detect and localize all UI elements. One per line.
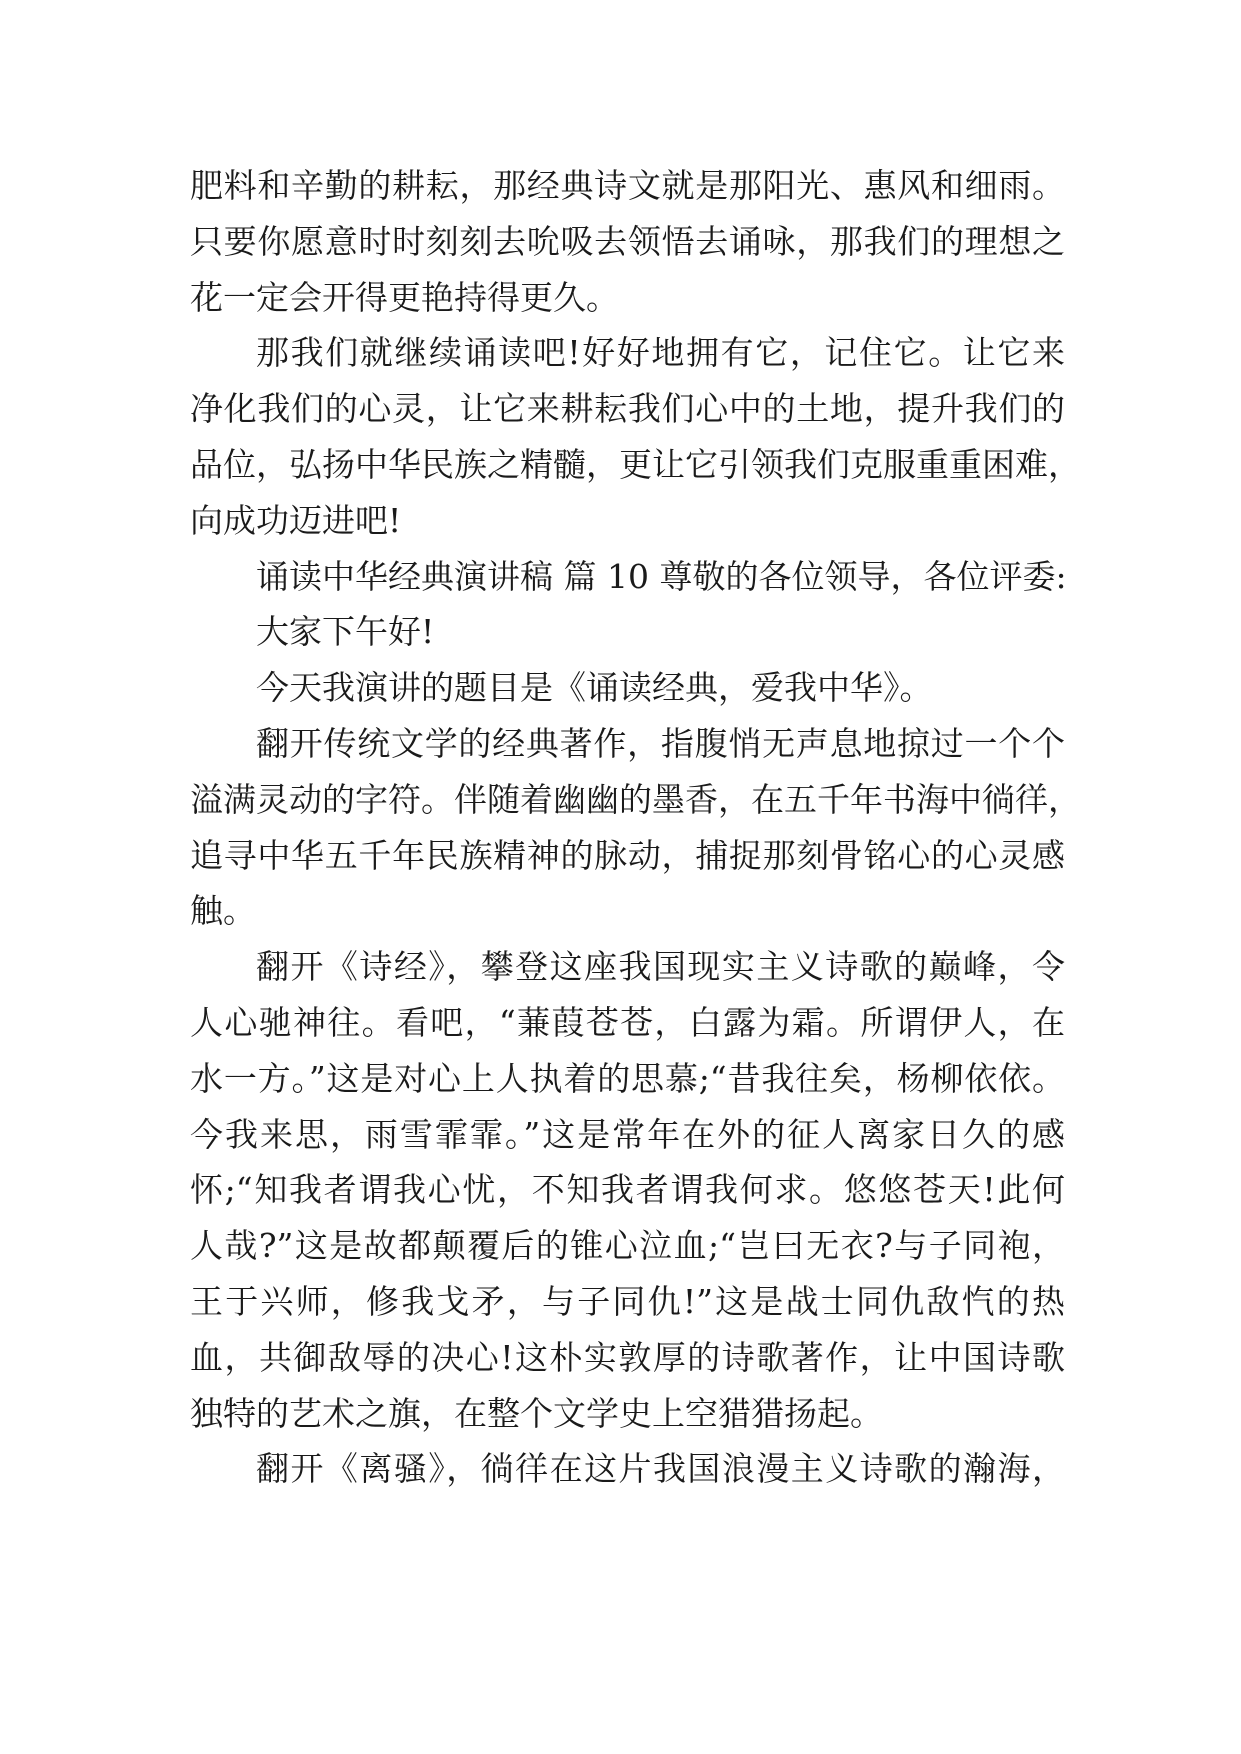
text-line: 翻开《诗经》，攀登这座我国现实主义诗歌的巅峰，令 <box>256 947 1065 987</box>
text-line: 追寻中华五千年民族精神的脉动，捕捉那刻骨铭心的心灵感 <box>190 835 1065 875</box>
text-line: 向成功迈进吧! <box>190 500 402 540</box>
text-line: 血，共御敌辱的决心!这朴实敦厚的诗歌著作，让中国诗歌 <box>190 1337 1065 1377</box>
text-line: 那我们就继续诵读吧!好好地拥有它，记住它。让它来 <box>256 333 1065 373</box>
text-line: 品位，弘扬中华民族之精髓，更让它引领我们克服重重困难， <box>190 444 1081 484</box>
text-line: 大家下午好! <box>256 612 435 652</box>
text-line: 花一定会开得更艳持得更久。 <box>190 277 619 317</box>
text-line: 人心驰神往。看吧，“蒹葭苍苍，白露为霜。所谓伊人，在 <box>190 1002 1065 1042</box>
text-line: 王于兴师，修我戈矛，与子同仇!”这是战士同仇敌忾的热 <box>190 1281 1065 1321</box>
text-line: 诵读中华经典演讲稿 篇 10 尊敬的各位领导，各位评委: <box>256 556 1067 596</box>
text-line: 人哉?”这是故都颠覆后的锥心泣血;“岂曰无衣?与子同袍， <box>190 1226 1065 1266</box>
text-line: 翻开传统文学的经典著作，指腹悄无声息地掠过一个个 <box>256 723 1065 763</box>
text-line: 怀;“知我者谓我心忧，不知我者谓我何求。悠悠苍天!此何 <box>190 1170 1065 1210</box>
document-body <box>190 158 1081 1497</box>
text-line: 溢满灵动的字符。伴随着幽幽的墨香，在五千年书海中徜徉， <box>190 779 1081 819</box>
text-line: 今我来思，雨雪霏霏。”这是常年在外的征人离家日久的感 <box>190 1114 1065 1154</box>
text-line: 水一方。”这是对心上人执着的思慕;“昔我往矣，杨柳依依。 <box>190 1058 1065 1098</box>
text-line: 今天我演讲的题目是《诵读经典，爱我中华》。 <box>256 668 933 708</box>
text-line: 肥料和辛勤的耕耘，那经典诗文就是那阳光、惠风和细雨。 <box>190 166 1065 205</box>
text-line: 净化我们的心灵，让它来耕耘我们心中的土地，提升我们的 <box>190 389 1065 429</box>
text-line: 只要你愿意时时刻刻去吮吸去领悟去诵咏，那我们的理想之 <box>190 221 1065 261</box>
text-line: 触。 <box>190 891 256 931</box>
text-line: 翻开《离骚》，徜徉在这片我国浪漫主义诗歌的瀚海， <box>256 1449 1065 1489</box>
text-line: 独特的艺术之旗，在整个文学史上空猎猎扬起。 <box>190 1393 883 1433</box>
